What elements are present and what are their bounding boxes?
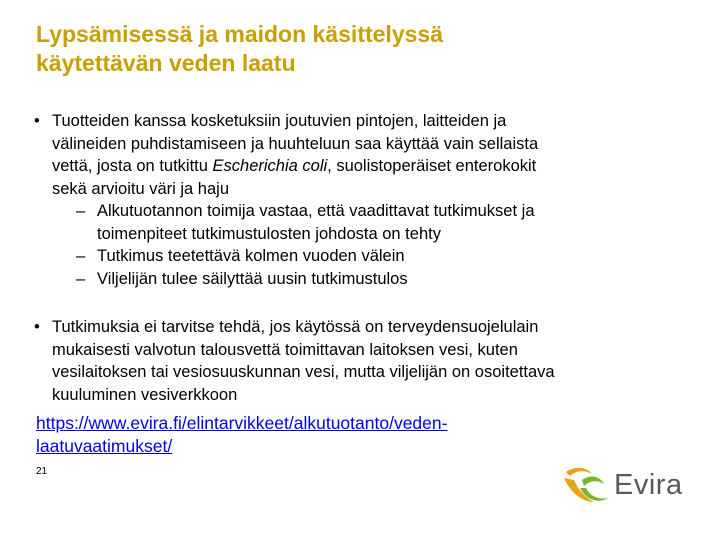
slide-title: [36, 20, 676, 78]
sub-item-2-line-1: Tutkimus teetettävä kolmen vuoden välein: [97, 247, 405, 265]
sub-list: [52, 200, 684, 290]
sub-item-1-line-2: toimenpiteet tutkimustulosten johdosta on tehty: [97, 224, 441, 243]
bullet-marker: •: [34, 112, 40, 130]
sub-item-3: [52, 268, 684, 291]
evira-logo-text: Evira: [614, 469, 683, 501]
title-line-1: Lypsämisessä ja maidon käsittelyssä: [36, 21, 443, 47]
sub-item-2: [52, 245, 684, 268]
species-name: Escherichia coli: [212, 157, 328, 175]
page-number: 21: [36, 466, 48, 477]
bullet-1-line-4: sekä arvioitu väri ja haju: [52, 179, 230, 198]
evira-link[interactable]: [36, 412, 656, 458]
bullet-item-2: [34, 316, 684, 406]
bullet-marker: •: [34, 318, 40, 336]
bullet-2-line-3: vesilaitoksen tai vesiosuuskunnan vesi, mutta viljelijän on osoitettava: [52, 363, 555, 381]
bullet-item-1: [34, 110, 684, 290]
bullet-2-line-1: Tutkimuksia ei tarvitse tehdä, jos käytössä on terveydensuojelulain: [52, 318, 539, 336]
sub-marker: –: [76, 269, 86, 288]
sub-item-1: [52, 200, 684, 245]
bullet-2-line-2: mukaisesti valvotun talousvettä toimittavan laitoksen vesi, kuten: [52, 340, 518, 359]
bullet-1-line-3-start: vettä, josta on tutkittu: [52, 157, 213, 175]
sub-marker: –: [76, 247, 86, 265]
bullet-1-line-3-end: , suolistoperäiset enterokokit: [327, 157, 537, 175]
bullet-1-line-2: välineiden puhdistamiseen ja huuhteluun saa käyttää vain sellaista: [52, 134, 539, 153]
sub-item-1-line-1: Alkutuotannon toimija vastaa, että vaadittavat tutkimukset ja: [97, 202, 535, 220]
title-line-2: käytettävän veden laatu: [36, 50, 296, 76]
bullet-1-line-3: [52, 155, 684, 178]
sub-item-3-line-1: Viljelijän tulee säilyttää uusin tutkimustulos: [97, 269, 408, 288]
bullet-2-line-4: kuuluminen vesiverkkoon: [52, 385, 238, 404]
sub-marker: –: [76, 202, 86, 220]
bullet-list: [34, 110, 684, 406]
link-line-2: laatuvaatimukset/: [36, 436, 173, 456]
bullet-1-line-1: Tuotteiden kanssa kosketuksiin joutuvien pintojen, laitteiden ja: [52, 112, 507, 130]
link-line-1: https://www.evira.fi/elintarvikkeet/alkutuotanto/veden-: [36, 413, 448, 433]
